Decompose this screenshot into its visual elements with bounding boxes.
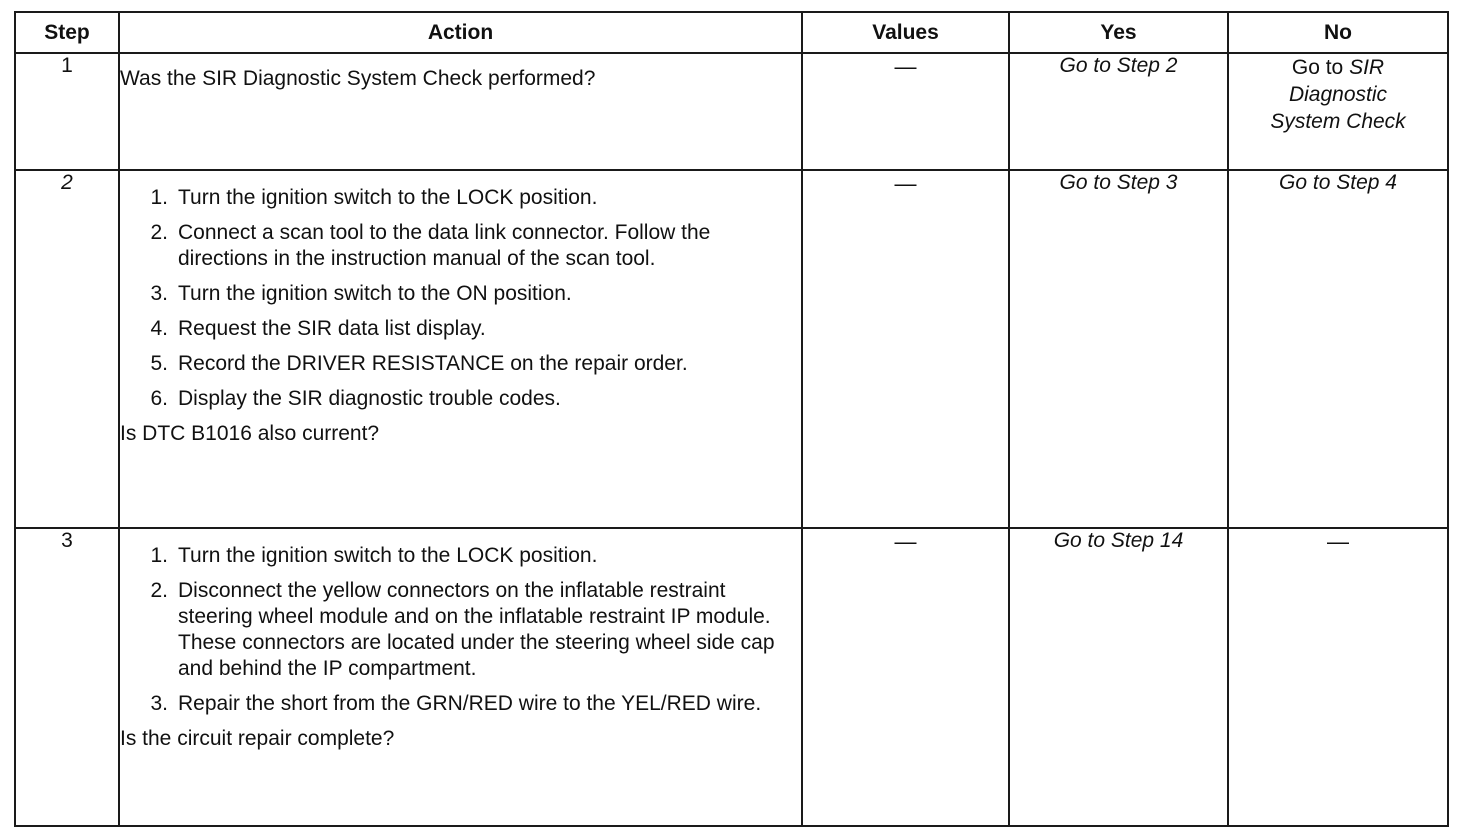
list-item-text: Turn the ignition switch to the LOCK position. [178,186,598,209]
no-prefix: Go to [1291,56,1344,79]
list-item-number: 2. [150,221,168,244]
yes-cell: Go to Step 2 [1009,53,1228,170]
list-item [120,543,801,569]
list-item-text: Turn the ignition switch to the ON position. [178,282,572,305]
list-item-text: Repair the short from the GRN/RED wire to the YEL/RED wire. [178,692,762,715]
yes-cell: Go to Step 14 [1009,528,1228,826]
no-cell: — [1228,528,1448,826]
list-item-text: Disconnect the yellow connectors on the inflatable restraint steering wheel module and on the inflatable restraint IP module. These connectors are located under the steering wheel side cap and behind the IP compartment. [178,579,775,680]
list-item-number: 5. [150,352,168,375]
list-item [120,316,801,342]
list-item [120,691,801,717]
values-cell: — [802,53,1009,170]
header-no: No [1228,12,1448,53]
action-cell [119,53,802,170]
action-steps-list [120,543,801,717]
action-cell [119,528,802,826]
list-item-number: 6. [150,387,168,410]
step-number: 3 [15,528,119,826]
action-question: Is DTC B1016 also current? [120,422,380,445]
list-item-number: 1. [150,186,168,209]
list-item-text: Record the DRIVER RESISTANCE on the repair order. [178,352,688,375]
action-question: Is the circuit repair complete? [120,727,395,750]
list-item [120,185,801,211]
list-item [120,220,801,272]
yes-cell: Go to Step 3 [1009,170,1228,528]
list-item-number: 1. [150,544,168,567]
list-item-number: 2. [150,579,168,602]
action-steps-list [120,185,801,412]
action-cell [119,170,802,528]
list-item-number: 3. [150,692,168,715]
header-step: Step [15,12,119,53]
list-item-text: Turn the ignition switch to the LOCK position. [178,544,598,567]
step-number: 1 [15,53,119,170]
header-yes: Yes [1009,12,1228,53]
list-item [120,386,801,412]
table-row-step-2 [15,170,1448,528]
no-cell: Go to Step 4 [1228,170,1448,528]
list-item [120,281,801,307]
action-question: Was the SIR Diagnostic System Check performed? [120,67,596,90]
header-row [15,12,1448,53]
list-item-text: Display the SIR diagnostic trouble codes. [178,387,561,410]
list-item-number: 3. [150,282,168,305]
no-cell [1228,53,1448,170]
list-item-number: 4. [150,317,168,340]
step-number: 2 [15,170,119,528]
table-row-step-3 [15,528,1448,826]
diagnostic-table [14,11,1449,827]
no-link-part-3: System Check [1270,110,1406,133]
table-row-step-1 [15,53,1448,170]
no-link-part-2: Diagnostic [1288,83,1388,106]
list-item-text: Request the SIR data list display. [178,317,486,340]
header-action: Action [119,12,802,53]
header-values: Values [802,12,1009,53]
no-link-part-1: SIR [1349,56,1385,79]
values-cell: — [802,528,1009,826]
list-item [120,351,801,377]
list-item [120,578,801,682]
values-cell: — [802,170,1009,528]
list-item-text: Connect a scan tool to the data link connector. Follow the directions in the instruction manual of the scan tool. [178,221,711,270]
